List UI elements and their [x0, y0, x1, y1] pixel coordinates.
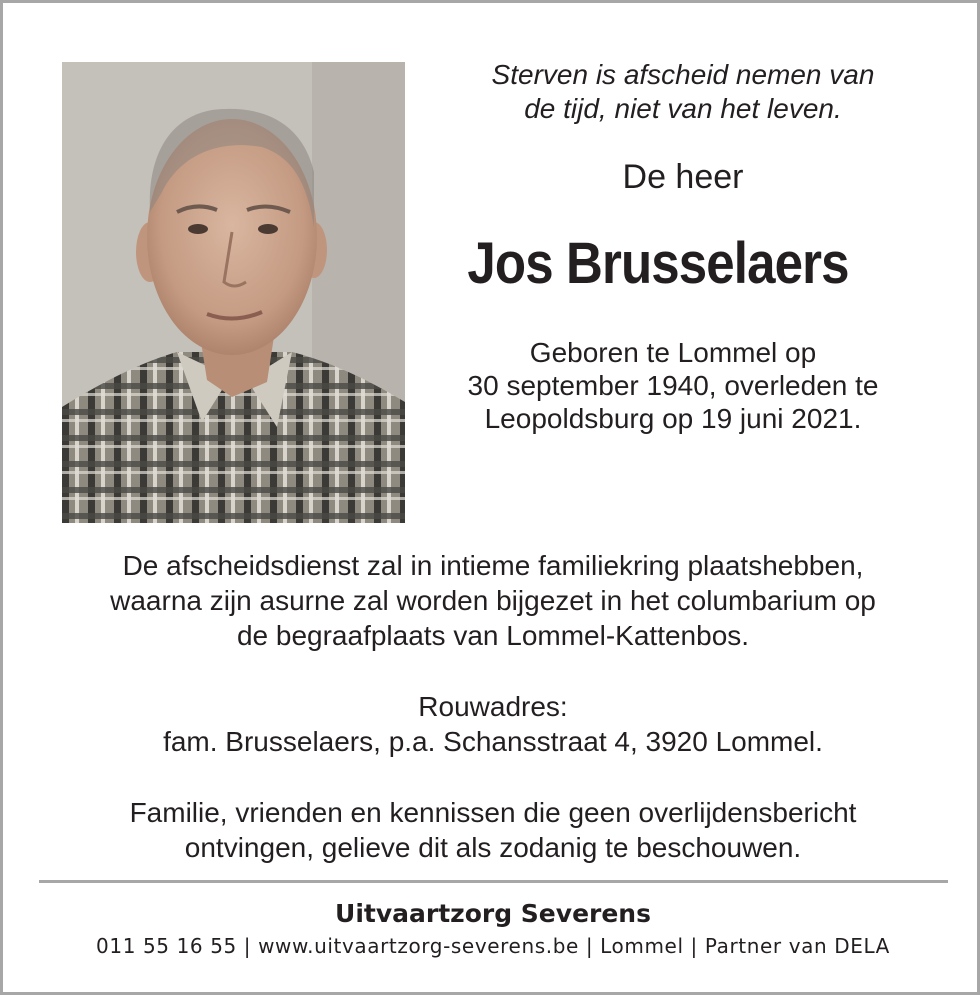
notice-paragraph — [43, 795, 943, 865]
honorific: De heer — [622, 158, 744, 196]
funeral-home-name: Uitvaartzorg Severens — [335, 899, 651, 928]
memorial-quote — [423, 58, 943, 126]
service-line: De afscheidsdienst zal in intieme familiekring plaatshebben, — [122, 550, 864, 581]
deceased-name: Jos Brusselaers — [467, 231, 849, 296]
quote-line: Sterven is afscheid nemen van — [491, 59, 875, 90]
footer-divider — [39, 880, 948, 883]
notice-line: ontvingen, gelieve dit als zodanig te beschouwen. — [184, 832, 802, 863]
funeral-home-contact: 011 55 16 55 | www.uitvaartzorg-severens.be | Lommel | Partner van DELA — [96, 934, 890, 958]
portrait-photo — [62, 62, 405, 523]
service-line: waarna zijn asurne zal worden bijgezet in het columbarium op — [110, 585, 876, 616]
quote-line: de tijd, niet van het leven. — [524, 93, 842, 124]
notice-line: Familie, vrienden en kennissen die geen overlijdensbericht — [129, 797, 857, 828]
service-paragraph — [43, 548, 943, 653]
portrait-illustration — [62, 62, 405, 523]
birth-line: Geboren te Lommel op — [529, 337, 817, 368]
service-line: de begraafplaats van Lommel-Kattenbos. — [236, 620, 750, 651]
birth-line: Leopoldsburg op 19 juni 2021. — [484, 403, 862, 434]
address-value: fam. Brusselaers, p.a. Schansstraat 4, 3920 Lommel. — [163, 726, 823, 757]
address-label: Rouwadres: — [418, 691, 568, 722]
birth-line: 30 september 1940, overleden te — [467, 370, 879, 401]
mourning-address — [43, 689, 943, 759]
birth-death-info — [413, 336, 933, 435]
